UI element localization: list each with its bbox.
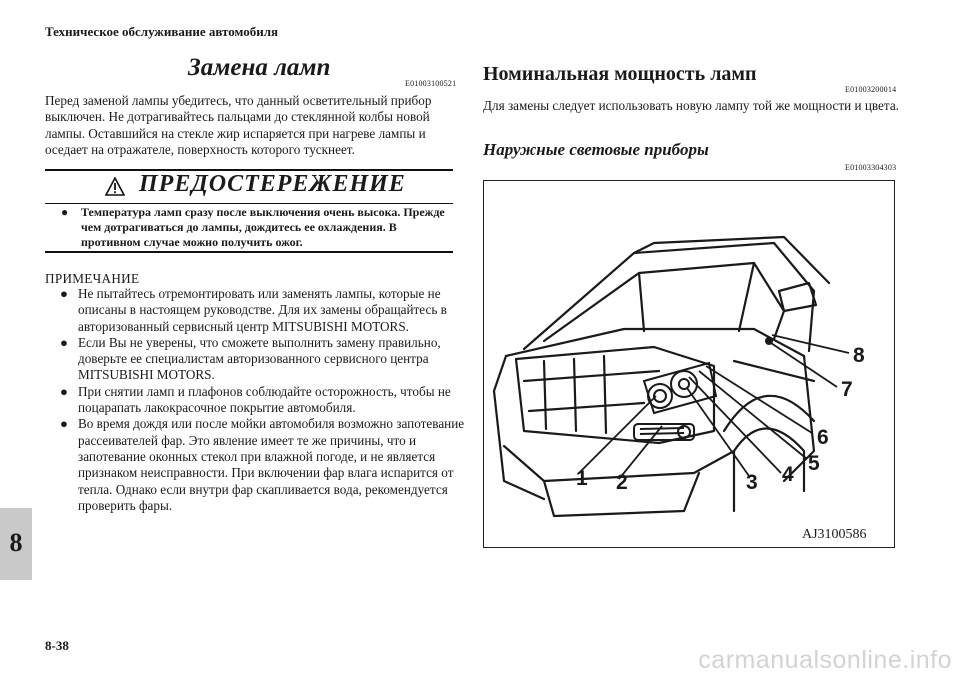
callout-6: 6 [817,426,829,449]
note-item [60,286,465,335]
callout-2: 2 [616,471,628,494]
section-title-bulb-replacement: Замена ламп [188,54,331,81]
page-number: 8-38 [45,638,69,653]
warning-body [61,205,451,250]
section-code: E01003100521 [405,79,457,88]
callout-1: 1 [576,467,588,490]
note-text: При снятии ламп и плафонов соблюдайте осторожность, чтобы не поцарапать лакокрасочное покрытие автомобиля. [78,383,451,416]
wattage-paragraph: Для замены следует использовать новую лампу той же мощности и цвета. [483,98,899,113]
chapter-tab [0,508,32,580]
warning-text: Температура ламп сразу после выключения очень высока. Прежде чем дотрагиваться до лампы, дождитесь ее охлаждения. В противном случае можно получить ожог. [81,205,445,249]
figure-code: AJ3100586 [802,527,867,542]
note-text: Не пытайтесь отремонтировать или заменять лампы, которые не описаны в настоящем руководстве. Для их замены обращайтесь в авторизованный сервисный центр MITSUBISHI MOTORS. [78,286,447,334]
warning-item [61,205,451,250]
bullet-icon: ● [60,383,68,399]
warning-box [45,169,453,253]
running-header: Техническое обслуживание автомобиля [45,24,279,39]
note-item [60,384,465,417]
bullet-icon: ● [60,334,68,350]
callout-3: 3 [746,471,758,494]
section-code: E01003200014 [845,85,897,94]
intro-paragraph: Перед заменой лампы убедитесь, что данный осветительный прибор выключен. Не дотрагивайтесь пальцами до стеклянной колбы новой лампы. Оставшийся на стекле жир испаряется при нагреве лампы и оседает на отражателе, поверхность которого тускнеет. [45,93,432,157]
bullet-icon: ● [60,416,68,432]
callout-7: 7 [841,378,853,401]
bullet-icon: ● [60,286,68,301]
section-title-bulb-wattage: Номинальная мощность ламп [483,63,757,85]
callout-8: 8 [853,344,865,367]
note-text: Во время дождя или после мойки автомобиля возможно запотевание рассеивателей фар. Это явление имеет те же причины, что и запотевание оконных стекол при влажной погоде, и не является признаком неисправности. При включении фар влага испарится от тепла. Однако если внутри фар скапливается вода, рекомендуется проверить фары. [78,416,465,513]
chapter-number: 8 [9,528,23,557]
bullet-icon: ● [61,205,69,219]
note-item [60,335,465,384]
note-item [60,416,465,514]
watermark-text: carmanualsonline.info [698,646,952,674]
note-text: Если Вы не уверены, что сможете выполнить замену правильно, доверьте ее специалистам авторизованного сервисного центра MITSUBISHI MOTORS. [78,334,441,383]
note-list [60,286,465,514]
note-title: ПРИМЕЧАНИЕ [45,271,140,286]
warning-title: ПРЕДОСТЕРЕЖЕНИЕ [139,171,406,197]
callout-4: 4 [782,463,794,486]
subsection-title-exterior-lights: Наружные световые приборы [483,140,709,159]
vehicle-front-illustration [484,181,893,546]
warning-header [45,171,453,204]
warning-triangle-icon [105,177,125,196]
callout-5: 5 [808,452,820,475]
subsection-code: E01003304303 [845,163,897,172]
exterior-lights-figure [483,180,895,548]
